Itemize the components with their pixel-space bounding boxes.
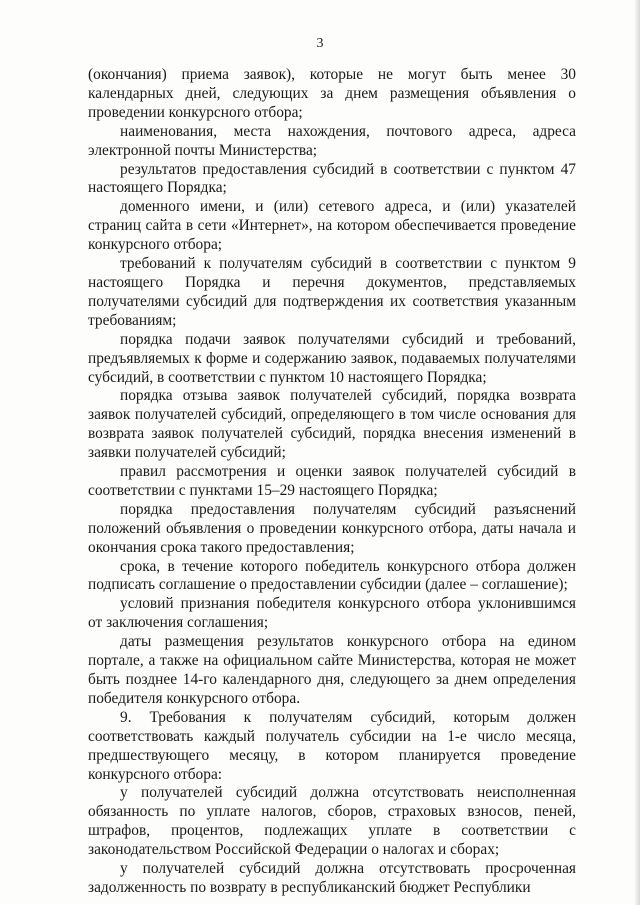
paragraph-clarifications: порядка предоставления получателям субсидий разъяснений положений объявления о проведении конкурсного отбора, даты начала и окончания срока такого предоставления; <box>88 500 576 556</box>
paragraph-application-deadline: (окончания) приема заявок), которые не могут быть менее 30 календарных дней, следующих за днем размещения объявления о проведении конкурсного отбора; <box>88 66 576 121</box>
paragraph-evasion-conditions: условий признания победителя конкурсного отбора уклонившимся от заключения соглашения; <box>88 595 576 632</box>
paragraph-application-submission: порядка подачи заявок получателями субсидий и требований, предъявляемых к форме и содержанию заявок, подаваемых получателями субсидий, в соответствии с пунктом 10 настоящего Порядка; <box>88 330 576 386</box>
paragraph-overdue-debt: у получателей субсидий должна отсутствовать просроченная задолженность по возврату в республиканский бюджет Республики <box>88 860 576 896</box>
paragraph-results-publication: даты размещения результатов конкурсного отбора на едином портале, а также на официальном сайте Министерства, которая не может быть позднее 14-го календарного дня, следующего за днем определения победителя конкурсного отбора. <box>88 633 576 707</box>
paragraph-subsidy-results: результатов предоставления субсидий в соответствии с пунктом 47 настоящего Порядка; <box>88 160 576 197</box>
paragraph-evaluation-rules: правил рассмотрения и оценки заявок получателей субсидий в соответствии с пунктами 15–29 настоящего Порядка; <box>88 463 576 499</box>
paragraph-domain-name: доменного имени, и (или) сетевого адреса, и (или) указателей страниц сайта в сети «Интернет», на котором обеспечивается проведение конкурсного отбора; <box>88 198 576 254</box>
page-number: 3 <box>316 36 324 51</box>
paragraph-recipient-requirements: требований к получателям субсидий в соответствии с пунктом 9 настоящего Порядка и перечня документов, представляемых получателями субсидий для подтверждения их соответствия указанным требованиям; <box>88 255 576 329</box>
paragraph-application-withdrawal: порядка отзыва заявок получателей субсидий, порядка возврата заявок получателей субсидий, определяющего в том числе основания для возврата заявок получателей субсидий, порядка внесения изменений в заявки получателей субсидий; <box>88 387 576 462</box>
paragraph-tax-obligations: у получателей субсидий должна отсутствовать неисполненная обязанность по уплате налогов, сборов, страховых взносов, пеней, штрафов, процентов, подлежащих уплате в соответствии с законодательством Российской Федерации о налогах и сборах; <box>88 784 576 859</box>
scan-edge-shadow <box>634 0 640 905</box>
document-body <box>88 66 576 898</box>
paragraph-ministry-address: наименования, места нахождения, почтового адреса, адреса электронной почты Министерства; <box>88 122 576 159</box>
paragraph-agreement-term: срока, в течение которого победитель конкурсного отбора должен подписать соглашение о предоставлении субсидии (далее – соглашение); <box>88 557 576 594</box>
paragraph-section-9: 9. Требования к получателям субсидий, которым должен соответствовать каждый получатель субсидии на 1-е число месяца, предшествующего месяцу, в котором планируется проведение конкурсного отбора: <box>88 708 576 783</box>
